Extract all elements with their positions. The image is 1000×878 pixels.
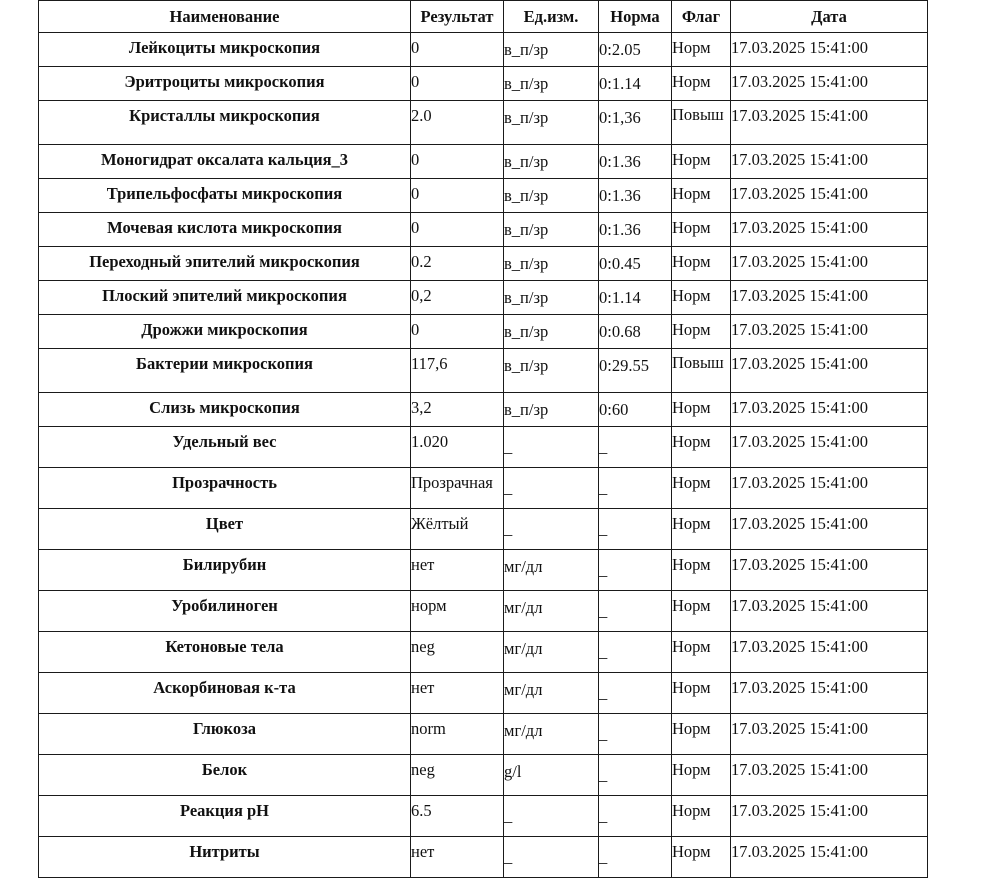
- cell-norm: 0:0.68: [599, 315, 672, 349]
- column-header-unit: Ед.изм.: [504, 1, 599, 33]
- table-row: [39, 427, 928, 468]
- cell-analyte-name: Слизь микроскопия: [39, 393, 411, 427]
- cell-unit: мг/дл: [504, 673, 599, 714]
- cell-flag: Норм: [672, 145, 731, 179]
- cell-result: 2.0: [411, 101, 504, 145]
- cell-norm: 0:1.36: [599, 145, 672, 179]
- cell-analyte-name: Глюкоза: [39, 714, 411, 755]
- cell-date: 17.03.2025 15:41:00: [731, 673, 928, 714]
- cell-unit: _: [504, 509, 599, 550]
- table-row: [39, 179, 928, 213]
- cell-norm: _: [599, 550, 672, 591]
- cell-result: 0: [411, 315, 504, 349]
- cell-unit: в_п/зр: [504, 67, 599, 101]
- cell-norm: 0:0.45: [599, 247, 672, 281]
- cell-flag: Норм: [672, 673, 731, 714]
- cell-norm: _: [599, 796, 672, 837]
- cell-flag: Норм: [672, 315, 731, 349]
- cell-unit: в_п/зр: [504, 179, 599, 213]
- cell-result: 6.5: [411, 796, 504, 837]
- cell-unit: в_п/зр: [504, 33, 599, 67]
- table-row: [39, 550, 928, 591]
- cell-flag: Норм: [672, 393, 731, 427]
- cell-norm: 0:60: [599, 393, 672, 427]
- cell-date: 17.03.2025 15:41:00: [731, 837, 928, 878]
- cell-flag: Норм: [672, 591, 731, 632]
- cell-unit: _: [504, 427, 599, 468]
- cell-flag: Норм: [672, 796, 731, 837]
- cell-flag: Норм: [672, 755, 731, 796]
- cell-flag: Норм: [672, 632, 731, 673]
- cell-date: 17.03.2025 15:41:00: [731, 755, 928, 796]
- cell-date: 17.03.2025 15:41:00: [731, 179, 928, 213]
- cell-date: 17.03.2025 15:41:00: [731, 632, 928, 673]
- cell-analyte-name: Эритроциты микроскопия: [39, 67, 411, 101]
- cell-flag: Норм: [672, 837, 731, 878]
- cell-date: 17.03.2025 15:41:00: [731, 281, 928, 315]
- cell-date: 17.03.2025 15:41:00: [731, 315, 928, 349]
- cell-unit: в_п/зр: [504, 213, 599, 247]
- cell-flag: Норм: [672, 33, 731, 67]
- cell-flag: Норм: [672, 213, 731, 247]
- table-row: [39, 247, 928, 281]
- cell-date: 17.03.2025 15:41:00: [731, 247, 928, 281]
- cell-date: 17.03.2025 15:41:00: [731, 33, 928, 67]
- cell-flag: Норм: [672, 427, 731, 468]
- table-row: [39, 509, 928, 550]
- cell-date: 17.03.2025 15:41:00: [731, 213, 928, 247]
- cell-result: 0: [411, 67, 504, 101]
- cell-unit: _: [504, 796, 599, 837]
- cell-date: 17.03.2025 15:41:00: [731, 427, 928, 468]
- cell-unit: g/l: [504, 755, 599, 796]
- cell-unit: в_п/зр: [504, 315, 599, 349]
- cell-flag: Норм: [672, 714, 731, 755]
- table-header-row: [39, 1, 928, 33]
- cell-unit: мг/дл: [504, 591, 599, 632]
- table-row: [39, 468, 928, 509]
- cell-unit: мг/дл: [504, 632, 599, 673]
- cell-unit: мг/дл: [504, 714, 599, 755]
- cell-date: 17.03.2025 15:41:00: [731, 591, 928, 632]
- cell-flag: Повыш: [672, 101, 731, 145]
- cell-analyte-name: Моногидрат оксалата кальция_3: [39, 145, 411, 179]
- cell-analyte-name: Реакция pH: [39, 796, 411, 837]
- cell-norm: _: [599, 509, 672, 550]
- cell-date: 17.03.2025 15:41:00: [731, 550, 928, 591]
- cell-norm: _: [599, 468, 672, 509]
- cell-result: 0,2: [411, 281, 504, 315]
- cell-analyte-name: Мочевая кислота микроскопия: [39, 213, 411, 247]
- cell-analyte-name: Уробилиноген: [39, 591, 411, 632]
- cell-date: 17.03.2025 15:41:00: [731, 349, 928, 393]
- cell-unit: в_п/зр: [504, 247, 599, 281]
- cell-unit: в_п/зр: [504, 101, 599, 145]
- table-body: [39, 33, 928, 878]
- cell-result: нет: [411, 673, 504, 714]
- cell-result: 0: [411, 213, 504, 247]
- table-row: [39, 673, 928, 714]
- cell-result: 3,2: [411, 393, 504, 427]
- cell-date: 17.03.2025 15:41:00: [731, 468, 928, 509]
- cell-unit: в_п/зр: [504, 145, 599, 179]
- column-header-name: Наименование: [39, 1, 411, 33]
- cell-norm: _: [599, 755, 672, 796]
- cell-result: 0: [411, 33, 504, 67]
- cell-analyte-name: Прозрачность: [39, 468, 411, 509]
- table-row: [39, 714, 928, 755]
- table-row: [39, 755, 928, 796]
- table-row: [39, 145, 928, 179]
- cell-flag: Норм: [672, 67, 731, 101]
- table-row: [39, 349, 928, 393]
- cell-analyte-name: Цвет: [39, 509, 411, 550]
- cell-flag: Норм: [672, 281, 731, 315]
- cell-norm: 0:29.55: [599, 349, 672, 393]
- table-row: [39, 213, 928, 247]
- cell-date: 17.03.2025 15:41:00: [731, 796, 928, 837]
- cell-analyte-name: Билирубин: [39, 550, 411, 591]
- table-row: [39, 393, 928, 427]
- cell-date: 17.03.2025 15:41:00: [731, 101, 928, 145]
- cell-analyte-name: Кристаллы микроскопия: [39, 101, 411, 145]
- cell-unit: в_п/зр: [504, 349, 599, 393]
- table-row: [39, 315, 928, 349]
- cell-result: 0: [411, 179, 504, 213]
- cell-result: 0: [411, 145, 504, 179]
- cell-analyte-name: Аскорбиновая к-та: [39, 673, 411, 714]
- cell-result: norm: [411, 714, 504, 755]
- cell-analyte-name: Кетоновые тела: [39, 632, 411, 673]
- table-row: [39, 632, 928, 673]
- cell-result: 1.020: [411, 427, 504, 468]
- cell-analyte-name: Плоский эпителий микроскопия: [39, 281, 411, 315]
- cell-flag: Норм: [672, 550, 731, 591]
- cell-date: 17.03.2025 15:41:00: [731, 393, 928, 427]
- cell-unit: в_п/зр: [504, 281, 599, 315]
- cell-norm: 0:1.14: [599, 281, 672, 315]
- cell-norm: _: [599, 427, 672, 468]
- lab-results-table-container: [38, 0, 927, 878]
- cell-result: норм: [411, 591, 504, 632]
- cell-flag: Повыш: [672, 349, 731, 393]
- table-row: [39, 67, 928, 101]
- cell-analyte-name: Нитриты: [39, 837, 411, 878]
- cell-unit: мг/дл: [504, 550, 599, 591]
- cell-norm: 0:1.14: [599, 67, 672, 101]
- cell-date: 17.03.2025 15:41:00: [731, 67, 928, 101]
- cell-analyte-name: Удельный вес: [39, 427, 411, 468]
- table-header: [39, 1, 928, 33]
- cell-unit: в_п/зр: [504, 393, 599, 427]
- cell-result: 117,6: [411, 349, 504, 393]
- cell-result: нет: [411, 837, 504, 878]
- cell-result: neg: [411, 755, 504, 796]
- cell-result: нет: [411, 550, 504, 591]
- cell-flag: Норм: [672, 247, 731, 281]
- lab-results-table: [38, 0, 928, 878]
- column-header-result: Результат: [411, 1, 504, 33]
- cell-result: Прозрачная: [411, 468, 504, 509]
- table-row: [39, 281, 928, 315]
- cell-unit: _: [504, 468, 599, 509]
- cell-norm: 0:1.36: [599, 179, 672, 213]
- table-row: [39, 837, 928, 878]
- table-row: [39, 591, 928, 632]
- column-header-date: Дата: [731, 1, 928, 33]
- cell-unit: _: [504, 837, 599, 878]
- cell-analyte-name: Дрожжи микроскопия: [39, 315, 411, 349]
- cell-flag: Норм: [672, 179, 731, 213]
- cell-norm: _: [599, 837, 672, 878]
- cell-norm: _: [599, 591, 672, 632]
- column-header-norm: Норма: [599, 1, 672, 33]
- cell-date: 17.03.2025 15:41:00: [731, 145, 928, 179]
- cell-analyte-name: Трипельфосфаты микроскопия: [39, 179, 411, 213]
- table-row: [39, 33, 928, 67]
- cell-flag: Норм: [672, 509, 731, 550]
- cell-analyte-name: Переходный эпителий микроскопия: [39, 247, 411, 281]
- cell-analyte-name: Белок: [39, 755, 411, 796]
- table-row: [39, 796, 928, 837]
- cell-result: neg: [411, 632, 504, 673]
- cell-norm: 0:1,36: [599, 101, 672, 145]
- cell-norm: _: [599, 714, 672, 755]
- cell-norm: 0:2.05: [599, 33, 672, 67]
- cell-analyte-name: Лейкоциты микроскопия: [39, 33, 411, 67]
- cell-flag: Норм: [672, 468, 731, 509]
- table-row: [39, 101, 928, 145]
- cell-norm: _: [599, 673, 672, 714]
- cell-norm: 0:1.36: [599, 213, 672, 247]
- cell-analyte-name: Бактерии микроскопия: [39, 349, 411, 393]
- cell-norm: _: [599, 632, 672, 673]
- column-header-flag: Флаг: [672, 1, 731, 33]
- cell-date: 17.03.2025 15:41:00: [731, 714, 928, 755]
- cell-result: 0.2: [411, 247, 504, 281]
- cell-result: Жёлтый: [411, 509, 504, 550]
- cell-date: 17.03.2025 15:41:00: [731, 509, 928, 550]
